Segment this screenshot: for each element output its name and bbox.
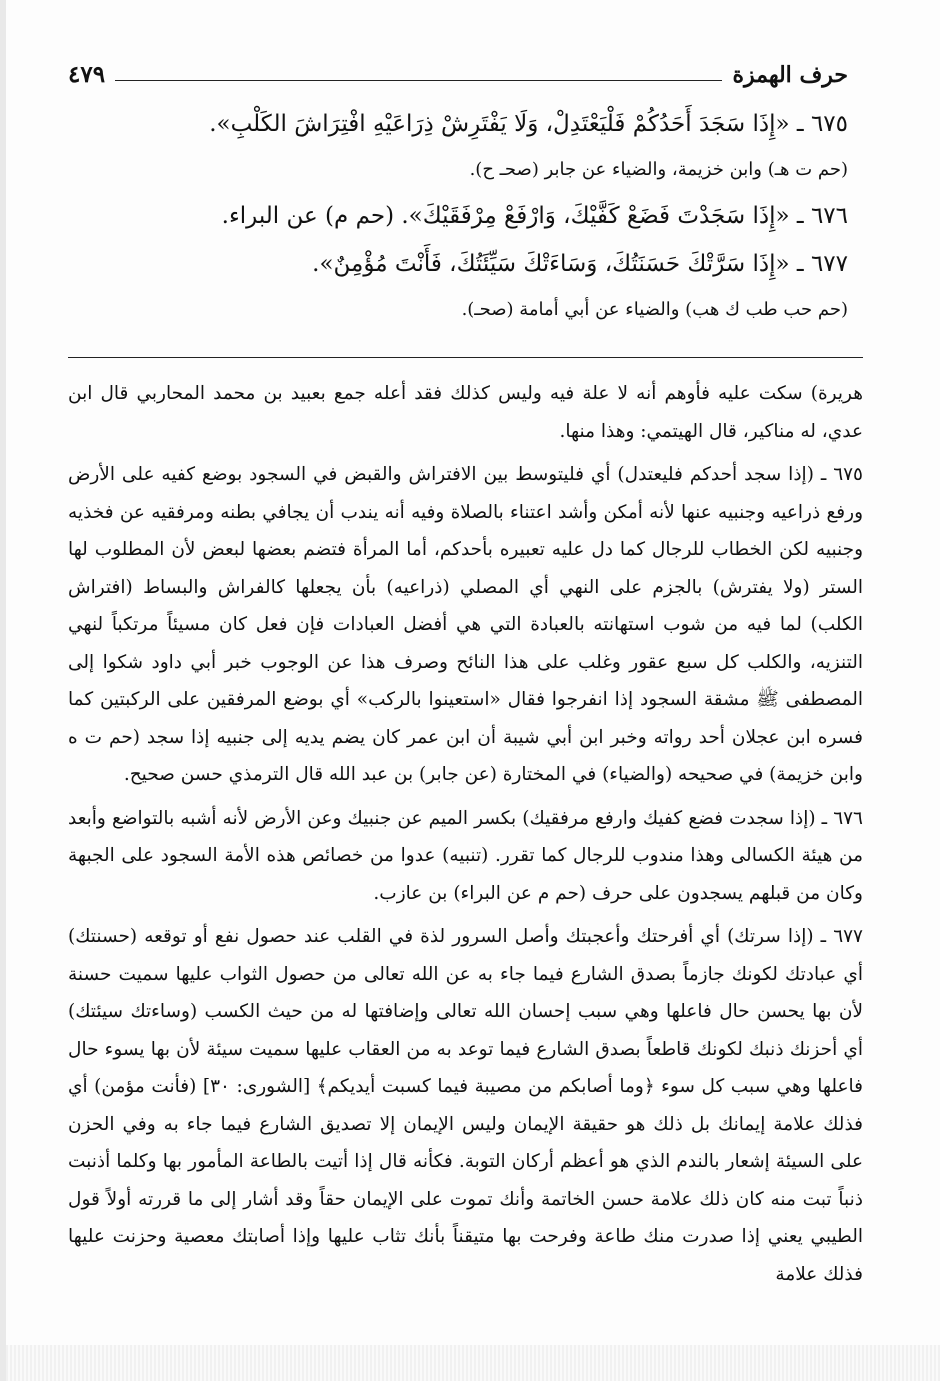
hadith-675-sources: (حم ت هـ) وابن خزيمة، والضياء عن جابر (صحـ ح). [469, 159, 848, 180]
hadith-text-section [101, 100, 848, 332]
hadith-676: ٦٧٦ ـ «إِذَا سَجَدْتَ فَضَعْ كَفَّيْكَ، وَارْفَعْ مِرْفَقَيْكَ». (حم م) عن البراء. [221, 203, 848, 229]
scan-edge [6, 1345, 940, 1381]
page-number: ٤٧٩ [68, 61, 106, 88]
hadith-677: ٦٧٧ ـ «إِذَا سَرَّتْكَ حَسَنَتُكَ، وَسَاءَتْكَ سَيِّئَتُكَ، فَأَنْتَ مُؤْمِنٌ». [312, 251, 848, 277]
commentary-section [68, 375, 863, 1299]
running-header [68, 52, 848, 86]
section-divider [68, 357, 863, 358]
chapter-title: حرف الهمزة [732, 62, 848, 88]
header-rule [115, 80, 722, 81]
commentary-paragraph: ٦٧٥ ـ (إذا سجد أحدكم فليعتدل) أي فليتوسط بين الافتراش والقبض في السجود بوضع كفيه على الأرض ورفع ذراعيه وجنبيه عنها لأنه أمكن وأشد اعتناء بالصلاة وفيه أنه يندب أن يجافي بطنه ومرفقيه عن فخذيه وجنبيه لكن الخطاب للرجال كما دل عليه تعبيره بأحدكم، أما المرأة فتضم بعضها لبعض لأن المطلوب لها الستر (ولا يفترش) بالجزم على النهي أي المصلي (ذراعيه) بأن يجعلها كالفراش والبساط (افتراش الكلب) لما فيه من شوب استهانته بالعبادة التي هي أفضل العبادات فإن فعل كان مسيئاً مرتكباً لنهي التنزيه، والكلب كل سبع عقور وغلب على هذا النائح وصرف هذا عن الوجوب خبر أبي داود شكوا إلى المصطفى ﷺ مشقة السجود إذا انفرجوا فقال «استعينوا بالركب» أي بوضع المرفقين على الركبتين كما فسره ابن عجلان أحد رواته وخبر ابن أبي شيبة أن ابن عمر كان يضم يديه إلى جنبيه إذا سجد (حم ت ه وابن خزيمة) في صحيحه (والضياء) في المختارة (عن جابر) بن عبد الله قال الترمذي حسن صحيح. [68, 464, 863, 785]
hadith-675: ٦٧٥ ـ «إِذَا سَجَدَ أَحَدُكُمْ فَلْيَعْتَدِلْ، وَلَا يَفْتَرِشْ ذِرَاعَيْهِ افْتِرَاشَ الكَلْبِ». [209, 111, 848, 137]
commentary-paragraph: ٦٧٧ ـ (إذا سرتك) أي أفرحتك وأعجبتك وأصل السرور لذة في القلب عند حصول نفع أو توقعه (حسنتك) أي عبادتك لكونك جازماً بصدق الشارع فيما جاء به عن الله تعالى من حصول الثواب عليها سميت حسنة لأن بها يحسن حال فاعلها وهي سبب إحسان الله تعالى وإضافتها له من حيث الكسب (وساءتك سيئتك) أي أحزنك ذنبك لكونك قاطعاً بصدق الشارع فيما توعد به من العقاب عليها سميت سيئة لأن بها يسوء حال فاعلها وهي سبب كل سوء ﴿وما أصابكم من مصيبة فيما كسبت أيديكم﴾ [الشورى: ٣٠] (فأنت مؤمن) أي فذلك علامة إيمانك بل ذلك هو حقيقة الإيمان وليس الإيمان إلا تصديق الشارع فيما جاء به وفي الحزن على السيئة إشعار بالندم الذي هو أعظم أركان التوبة. فكأنه قال إذا أتيت بالطاعة المأمور بها وكلما أذنبت ذنباً تبت منه كان ذلك علامة حسن الخاتمة وأنك تموت على الإيمان حقاً وقد أشار إلى ما قررته أولاً قول الطيبي يعني إذا صدرت منك طاعة وفرحت بها متيقناً بأنك تثاب عليها وإذا أصابتك معصية وحزنت عليها فذلك علامة [68, 926, 863, 1285]
commentary-paragraph: هريرة) سكت عليه فأوهم أنه لا علة فيه وليس كذلك فقد أعله جمع بعبيد بن محمد المحاربي قال ابن عدي، له مناكير، قال الهيتمي: وهذا منها. [68, 383, 863, 442]
commentary-paragraph: ٦٧٦ ـ (إذا سجدت فضع كفيك وارفع مرفقيك) بكسر الميم عن جنبيك وعن الأرض لأنه أشبه بالتواضع وأبعد من هيئة الكسالى وهذا مندوب للرجال كما تقرر. (تنبيه) عدوا من خصائص هذه الأمة السجود على الجبهة وكان من قبلهم يسجدون على حرف (حم م عن البراء) بن عازب. [68, 807, 863, 904]
hadith-677-sources: (حم حب طب ك هب) والضياء عن أبي أمامة (صحـ). [461, 299, 848, 320]
